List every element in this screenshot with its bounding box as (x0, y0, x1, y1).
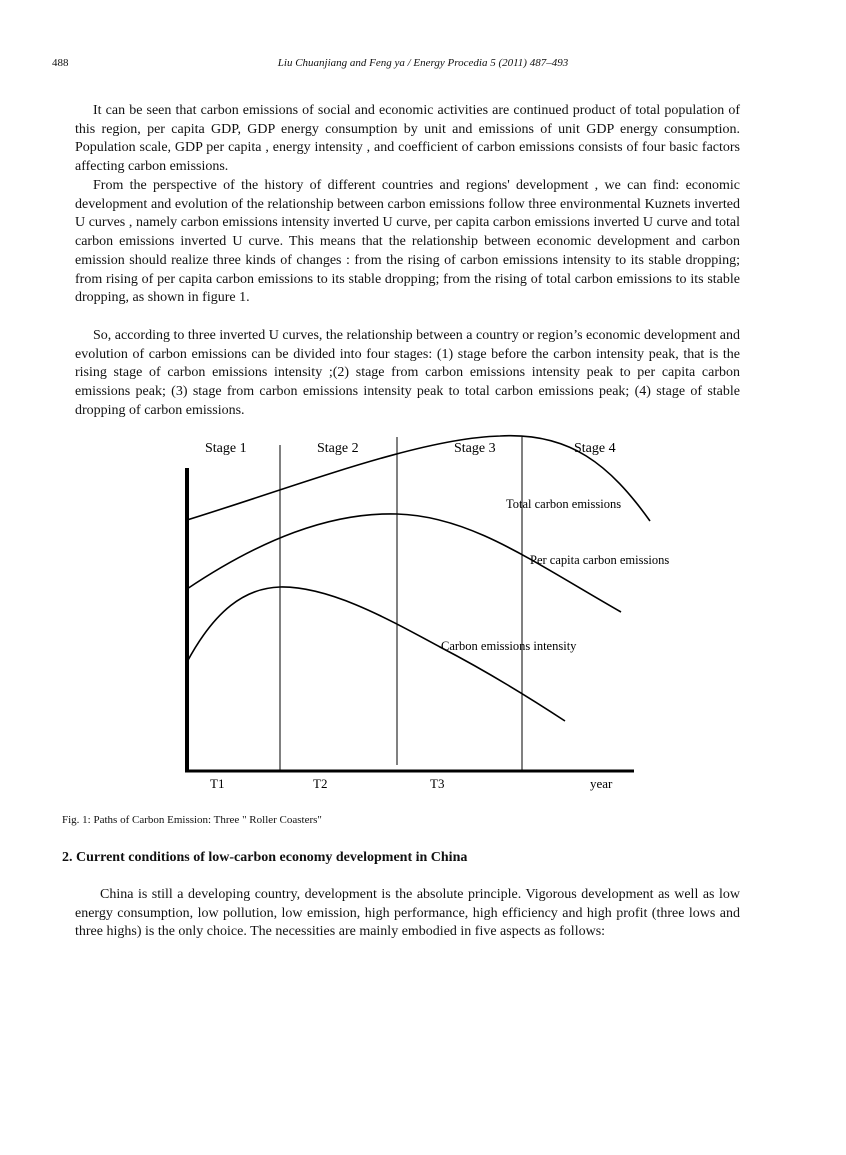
paragraph-2: From the perspective of the history of different countries and regions' development , we can find: economic development and evolution of the relationship between carbon emissions follow three environmental Kuznets inverted U curves , namely carbon emissions intensity inverted U curve, per capita carbon emissions inverted U curve and total carbon emissions inverted U curve. This means that the relationship between economic development and carbon emission should realize three kinds of changes : from the rising of carbon emissions intensity to its stable dropping; from rising of per capita carbon emissions to its stable dropping; from the rising of total carbon emissions to its stable dropping, as shown in figure 1. (75, 178, 740, 306)
time-label-t2: T2 (313, 776, 328, 791)
section-heading: 2. Current conditions of low-carbon economy development in China (62, 850, 468, 865)
stage-3-label: Stage 3 (454, 441, 496, 456)
time-label-t1: T1 (210, 776, 225, 791)
paragraph-4: China is still a developing country, development is the absolute principle. Vigorous development as well as low energy consumption, low pollution, low emission, high performance, high efficiency and high profit (three lows and three highs) is the only choice. The necessities are mainly embodied in five aspects as follows: (75, 887, 740, 940)
total-carbon-emissions-label: Total carbon emissions (506, 497, 622, 511)
page-number: 488 (52, 57, 69, 69)
x-axis-label: year (590, 776, 613, 791)
paragraph-3: So, according to three inverted U curves, the relationship between a country or region’s economic development and evolution of carbon emissions can be divided into four stages: (1) stage before the carbon intensity peak, that is the rising stage of carbon emissions intensity ;(2) stage from carbon emissions intensity peak to per capita carbon emissions peak; (3) stage from carbon emissions intensity peak to total carbon emissions peak; (4) stage of stable dropping of carbon emissions. (75, 328, 740, 418)
time-label-t3: T3 (430, 776, 445, 791)
per-capita-carbon-emissions-label: Per capita carbon emissions (530, 553, 670, 567)
stage-4-label: Stage 4 (574, 441, 616, 456)
carbon-emissions-intensity-curve (187, 587, 565, 721)
figure-caption: Fig. 1: Paths of Carbon Emission: Three " Roller Coasters" (62, 814, 322, 826)
stage-2-label: Stage 2 (317, 441, 359, 456)
stage-1-label: Stage 1 (205, 441, 247, 456)
running-header-citation: Liu Chuanjiang and Feng ya / Energy Procedia 5 (2011) 487–493 (277, 57, 569, 69)
figure-1-diagram (150, 425, 670, 795)
carbon-emissions-intensity-label: Carbon emissions intensity (441, 639, 577, 653)
paragraph-1: It can be seen that carbon emissions of social and economic activities are continued product of total population of this region, per capita GDP, GDP energy consumption by unit and emissions of unit GDP energy consumption. Population scale, GDP per capita , energy intensity , and coefficient of carbon emissions consists of four basic factors affecting carbon emissions. (75, 103, 740, 175)
